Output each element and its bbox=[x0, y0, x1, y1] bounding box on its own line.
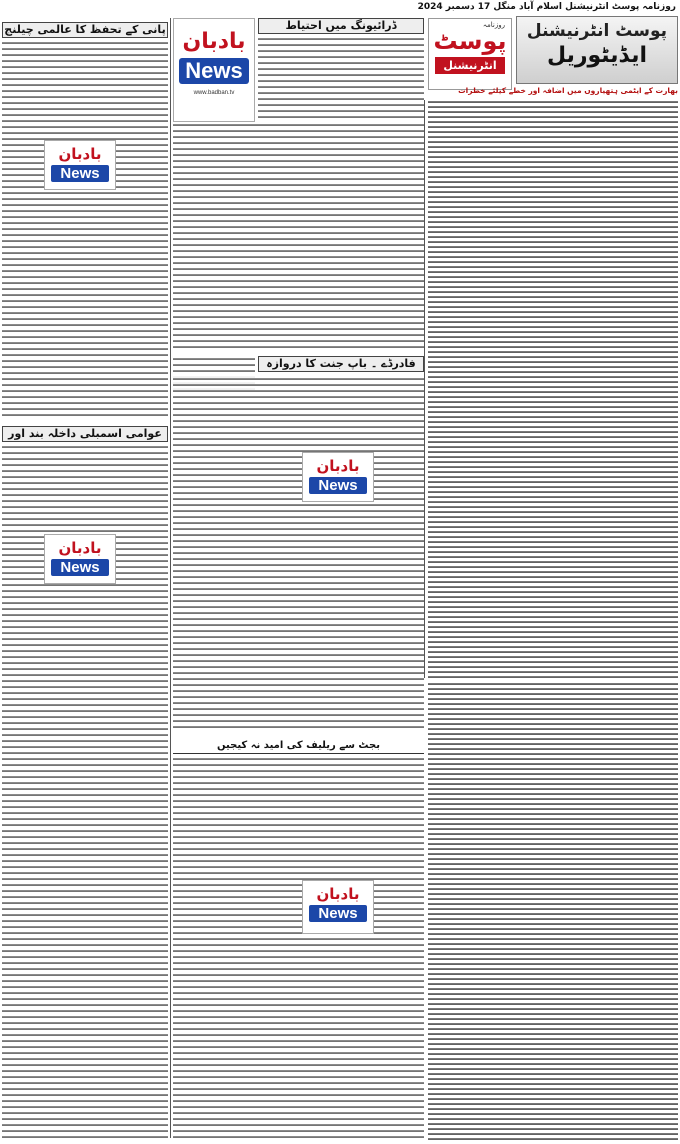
editorial-continued bbox=[428, 682, 678, 1140]
father-headline: فادرڈے ۔ باپ جنت کا دروازہ bbox=[258, 356, 424, 372]
column-divider bbox=[424, 100, 425, 678]
water-text bbox=[2, 40, 168, 420]
masthead-title: پوسٹ انٹرنیشنل bbox=[526, 21, 668, 41]
lead-headline: بھارت کے ایٹمی ہتھیاروں میں اضافہ اور خطے کیلئے خطرات bbox=[458, 86, 678, 95]
badban-news-logo-small bbox=[302, 452, 374, 502]
badban-news-logo-left bbox=[44, 140, 116, 190]
news-label: News bbox=[309, 905, 367, 922]
badban-news-logo bbox=[173, 18, 255, 122]
badban-news-logo-small-2 bbox=[302, 880, 374, 934]
logo-title: پوسٹ bbox=[433, 27, 507, 55]
budget-headline: بجٹ سے ریلیف کی امید نہ کیجیں bbox=[173, 740, 424, 754]
news-label: News bbox=[51, 559, 109, 576]
driving-text bbox=[173, 122, 424, 352]
assembly-headline: عوامی اسمبلی داخلہ بند اور bbox=[2, 426, 168, 442]
badban-logo-text: بادبان bbox=[58, 145, 102, 163]
driving-headline: ڈرائیونگ میں احتیاط bbox=[258, 18, 424, 34]
logo-small-text: روزنامہ bbox=[482, 21, 505, 29]
masthead-subtitle: ایڈیٹوریل bbox=[546, 43, 648, 68]
badban-news-logo-left-2 bbox=[44, 534, 116, 584]
badban-logo-text: بادبان bbox=[316, 457, 360, 475]
masthead bbox=[516, 16, 678, 84]
post-international-logo bbox=[428, 18, 512, 90]
column-divider bbox=[170, 18, 171, 1138]
news-label: News bbox=[51, 165, 109, 182]
logo-subtitle: انٹرنیشنل bbox=[435, 57, 505, 74]
father-text bbox=[173, 376, 424, 728]
driving-text-top bbox=[258, 36, 424, 120]
budget-text bbox=[173, 756, 424, 1140]
dateline: روزنامہ پوسٹ انٹرنیشنل اسلام آباد منگل 17 دسمبر 2024 bbox=[417, 2, 676, 12]
badban-logo-text: بادبان bbox=[316, 885, 360, 903]
editorial-text bbox=[428, 100, 678, 678]
badban-logo-text: بادبان bbox=[58, 539, 102, 557]
news-label: News bbox=[179, 58, 249, 84]
badban-url: www.badban.tv bbox=[193, 90, 235, 96]
badban-logo-text: بادبان bbox=[182, 29, 246, 54]
news-label: News bbox=[309, 477, 367, 494]
water-headline: پانی کے تحفظ کا عالمی چیلنج bbox=[2, 22, 168, 38]
